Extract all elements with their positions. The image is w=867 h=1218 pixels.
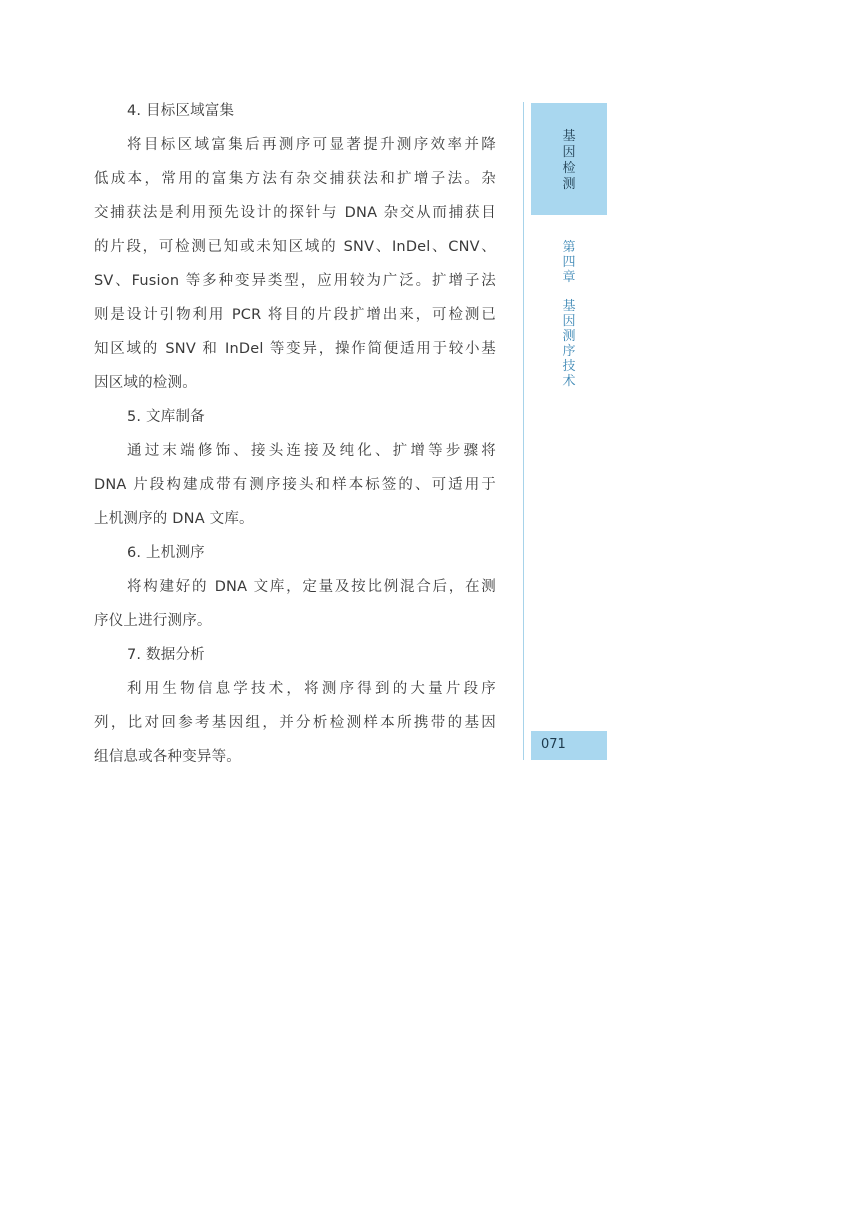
vertical-char: 因	[562, 314, 576, 329]
paragraph-line: 因区域的检测。	[94, 375, 197, 391]
heading-data-analysis: 7. 数据分析	[127, 647, 205, 663]
page-number-box	[531, 731, 607, 760]
paragraph-line: 将构建好的 DNA 文库，定量及按比例混合后，在测	[127, 579, 496, 595]
vertical-char: 检	[562, 161, 576, 176]
paragraph-line: 利用生物信息学技术，将测序得到的大量片段序	[127, 681, 496, 697]
vertical-char: 术	[562, 374, 576, 389]
vertical-char: 因	[562, 145, 576, 160]
section-tab	[531, 103, 607, 215]
paragraph-line: 通过末端修饰、接头连接及纯化、扩增等步骤将	[127, 443, 496, 459]
vertical-char: 测	[562, 329, 576, 344]
paragraph-line: 的片段，可检测已知或未知区域的 SNV、InDel、CNV、	[94, 239, 496, 255]
vertical-char: 四	[562, 255, 576, 270]
vertical-char: 第	[562, 240, 576, 255]
section-tab-label	[531, 129, 607, 193]
paragraph-line: DNA 片段构建成带有测序接头和样本标签的、可适用于	[94, 477, 496, 493]
paragraph-line: 交捕获法是利用预先设计的探针与 DNA 杂交从而捕获目	[94, 205, 496, 221]
paragraph-line: 上机测序的 DNA 文库。	[94, 511, 254, 527]
page-number: 071	[541, 737, 566, 752]
paragraph-line: 列，比对回参考基因组，并分析检测样本所携带的基因	[94, 715, 496, 731]
paragraph-line: 将目标区域富集后再测序可显著提升测序效率并降	[127, 137, 496, 153]
heading-sequencing: 6. 上机测序	[127, 545, 205, 561]
vertical-char: 章	[562, 270, 576, 285]
chapter-number	[531, 240, 607, 285]
vertical-char: 基	[562, 299, 576, 314]
paragraph-line: 低成本，常用的富集方法有杂交捕获法和扩增子法。杂	[94, 171, 496, 187]
paragraph-line: 序仪上进行测序。	[94, 613, 212, 629]
chapter-title	[531, 299, 607, 389]
paragraph-line: SV、Fusion 等多种变异类型，应用较为广泛。扩增子法	[94, 273, 496, 289]
vertical-char: 测	[562, 177, 576, 192]
vertical-char: 序	[562, 344, 576, 359]
paragraph-line: 知区域的 SNV 和 InDel 等变异，操作简便适用于较小基	[94, 341, 496, 357]
body-text	[94, 94, 496, 774]
margin-divider	[523, 102, 524, 760]
chapter-label	[531, 240, 607, 389]
vertical-char: 技	[562, 359, 576, 374]
heading-library-prep: 5. 文库制备	[127, 409, 205, 425]
vertical-char: 基	[562, 129, 576, 144]
heading-target-enrichment: 4. 目标区域富集	[127, 103, 235, 119]
paragraph-line: 组信息或各种变异等。	[94, 749, 241, 765]
paragraph-line: 则是设计引物利用 PCR 将目的片段扩增出来，可检测已	[94, 307, 496, 323]
